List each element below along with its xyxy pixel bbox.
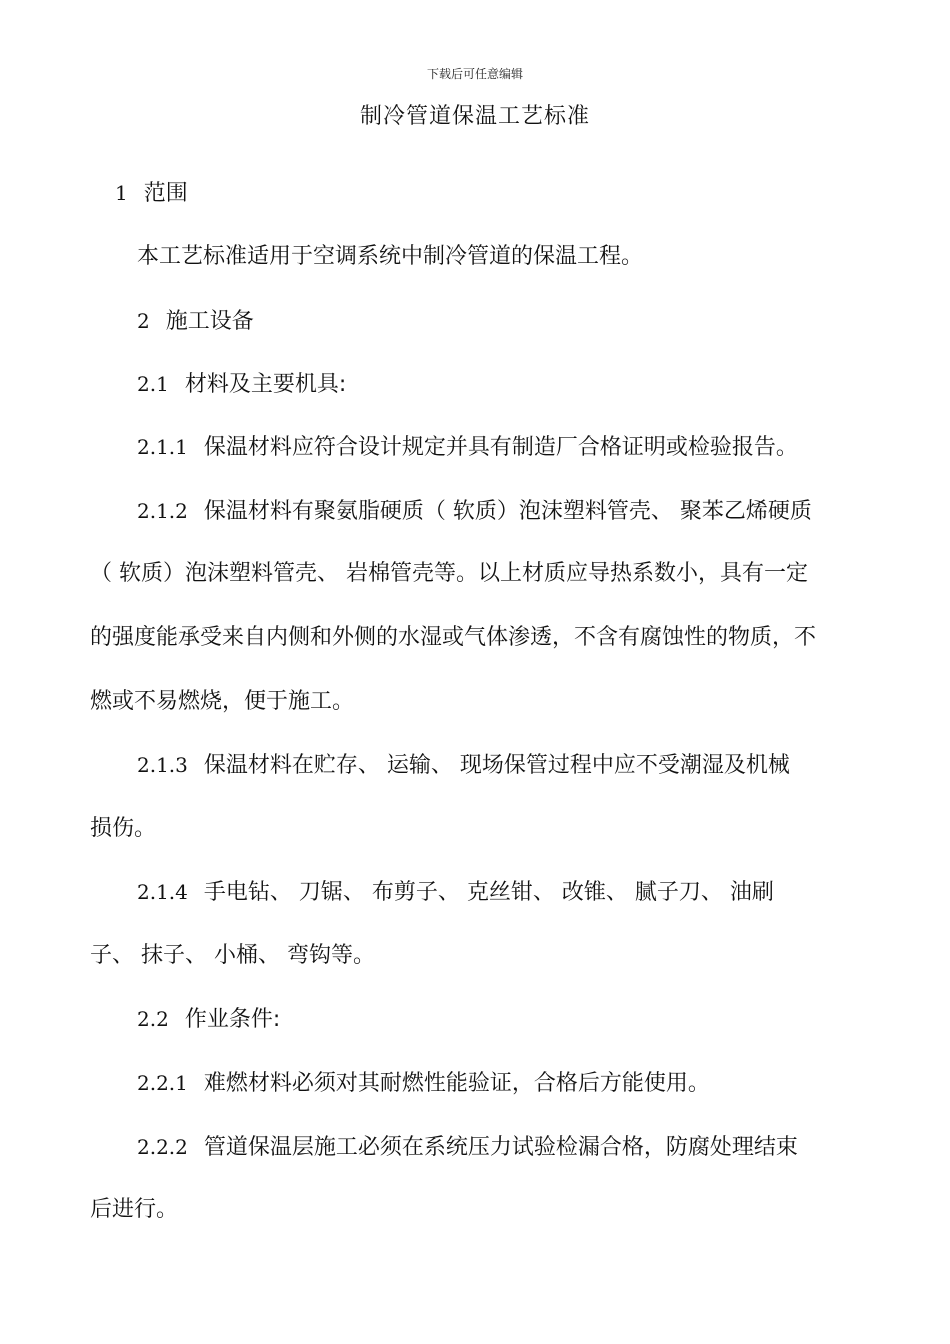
- section-2-2-heading: [137, 1002, 280, 1037]
- clause-number: 2.1.4: [137, 880, 188, 904]
- clause-text: 保温材料应符合设计规定并具有制造厂合格证明或检验报告。: [203, 435, 798, 460]
- document-title: 制冷管道保温工艺标准: [359, 104, 590, 129]
- clause-text: 手电钻、 刀锯、 布剪子、 克丝钳、 改锥、 腻子刀、 油刷: [203, 880, 774, 905]
- clause-text: 管道保温层施工必须在系统压力试验检漏合格，防腐处理结束: [203, 1135, 798, 1160]
- clause-2-1-4-line-2: 子、 抹子、 小桶、 弯钩等。: [90, 943, 375, 968]
- clause-2-1-2-line-1: [137, 494, 812, 529]
- section-2-heading: [137, 304, 254, 339]
- clause-2-1-3-line-1: [137, 748, 790, 783]
- clause-2-1-3-line-2: 损伤。: [90, 816, 157, 841]
- section-2-1-heading: [137, 367, 346, 402]
- clause-2-1-1: [137, 430, 798, 465]
- clause-2-1-2-line-4: 燃或不易燃烧，便于施工。: [90, 689, 355, 714]
- clause-2-2-2-line-1: [137, 1130, 798, 1165]
- clause-text: 保温材料在贮存、 运输、 现场保管过程中应不受潮湿及机械: [203, 753, 790, 778]
- clause-number: 2.1.1: [137, 435, 188, 459]
- section-number: 2.1: [137, 372, 169, 396]
- section-number: 2: [137, 309, 150, 333]
- clause-2-1-4-line-1: [137, 875, 774, 910]
- section-title: 范围: [143, 181, 188, 206]
- section-title: 作业条件:: [184, 1007, 281, 1032]
- section-number: 1: [115, 181, 128, 205]
- clause-text: 难燃材料必须对其耐燃性能验证，合格后方能使用。: [203, 1071, 710, 1096]
- clause-2-2-1: [137, 1066, 710, 1101]
- clause-2-1-2-line-2: （ 软质）泡沫塑料管壳、 岩棉管壳等。以上材质应导热系数小，具有一定: [90, 561, 808, 586]
- clause-number: 2.1.2: [137, 499, 188, 523]
- section-1-heading: [115, 176, 188, 211]
- section-title: 施工设备: [165, 309, 254, 334]
- clause-number: 2.2.1: [137, 1071, 188, 1095]
- section-number: 2.2: [137, 1007, 169, 1031]
- section-1-body: 本工艺标准适用于空调系统中制冷管道的保温工程。: [137, 244, 644, 269]
- clause-2-2-2-line-2: 后进行。: [90, 1197, 179, 1222]
- clause-text: 保温材料有聚氨脂硬质（ 软质）泡沫塑料管壳、 聚苯乙烯硬质: [203, 499, 812, 524]
- header-note: 下载后可任意编辑: [426, 67, 523, 81]
- section-title: 材料及主要机具:: [184, 372, 347, 397]
- clause-2-1-2-line-3: 的强度能承受来自内侧和外侧的水湿或气体渗透，不含有腐蚀性的物质，不: [90, 625, 817, 650]
- clause-number: 2.1.3: [137, 753, 188, 777]
- clause-number: 2.2.2: [137, 1135, 188, 1159]
